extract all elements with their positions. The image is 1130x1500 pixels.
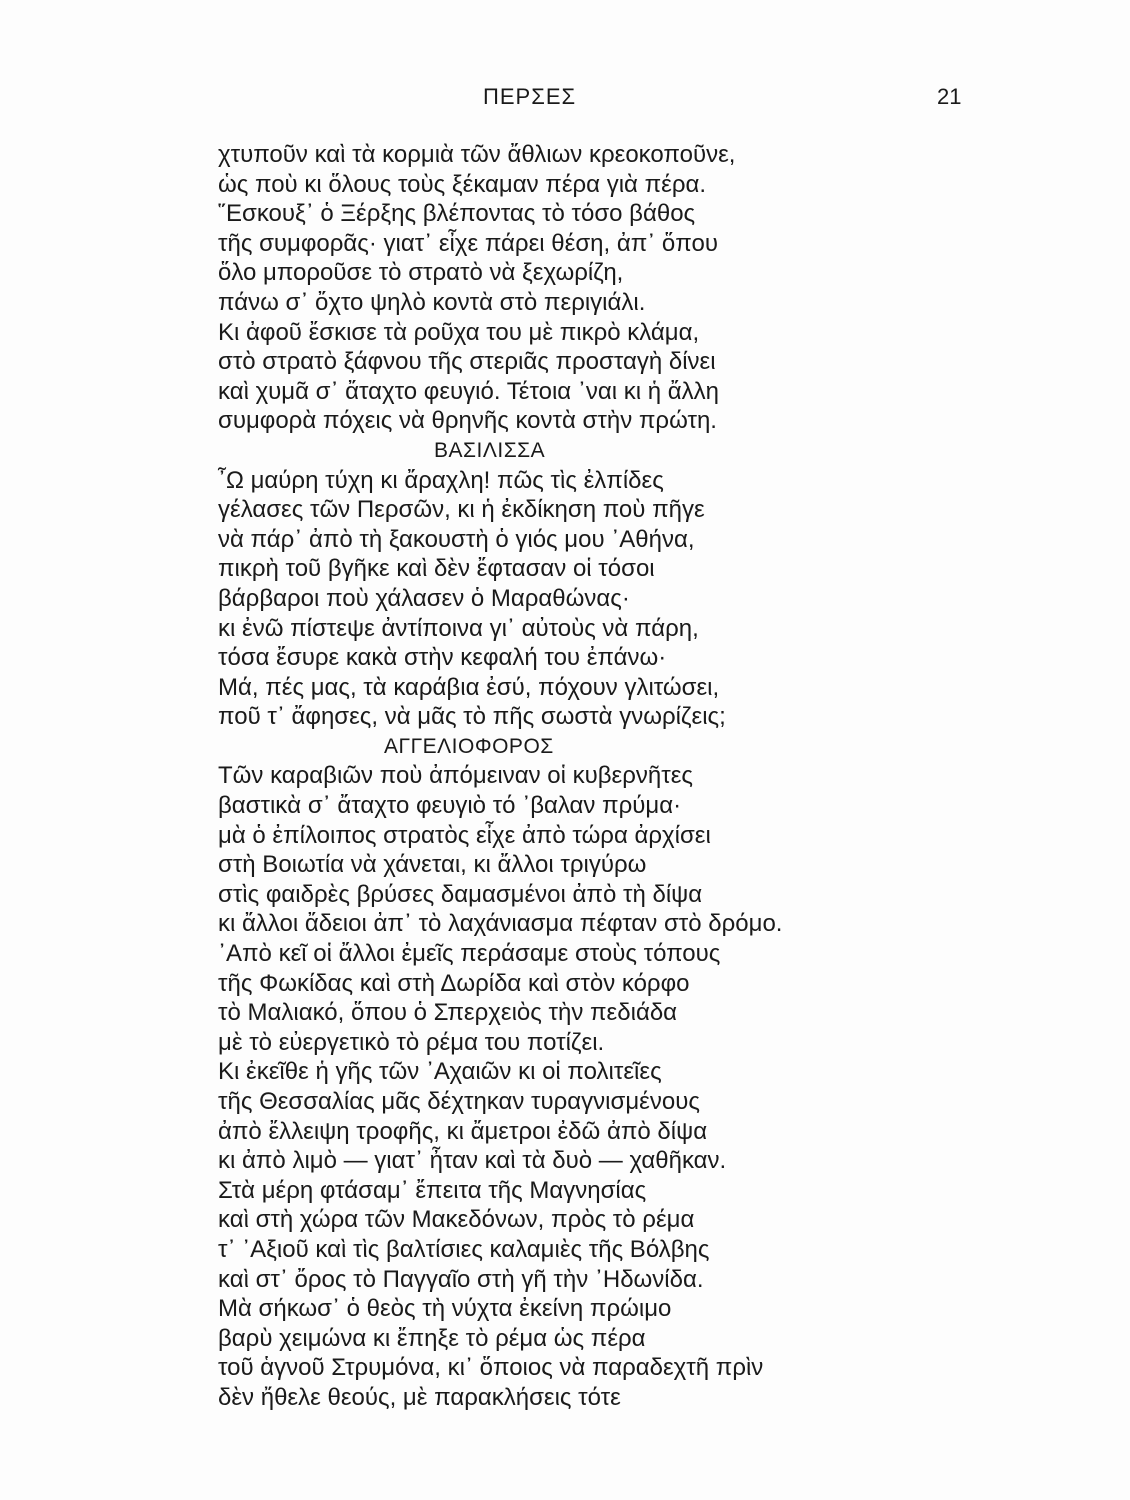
verse-line: νὰ πάρ᾽ ἀπὸ τὴ ξακουστὴ ὁ γιός μου ᾽Αθήνα,: [218, 525, 695, 553]
verse-line: συμφορὰ πόχεις νὰ θρηνῆς κοντὰ στὴν πρώτη.: [218, 407, 717, 435]
verse-line: ὅλο μποροῦσε τὸ στρατὸ νὰ ξεχωρίζη,: [218, 259, 624, 287]
verse-line: τῆς συμφορᾶς· γιατ᾽ εἶχε πάρει θέση, ἀπ᾽ ὅπου: [218, 229, 718, 257]
verse-line: μὲ τὸ εὐεργετικὸ τὸ ρέμα του ποτίζει.: [218, 1028, 605, 1056]
verse-line: γέλασες τῶν Περσῶν, κι ἡ ἐκδίκηση ποὺ πῆγε: [218, 496, 705, 524]
verse-line: Μά, πές μας, τὰ καράβια ἐσύ, πόχουν γλιτώσει,: [218, 673, 720, 701]
verse-line: κι ἄλλοι ἄδειοι ἀπ᾽ τὸ λαχάνιασμα πέφταν στὸ δρόμο.: [218, 910, 783, 938]
verse-line: χτυποῦν καὶ τὰ κορμιὰ τῶν ἄθλιων κρεοκοποῦνε,: [218, 141, 736, 168]
verse-line: ποῦ τ᾽ ἄφησες, νὰ μᾶς τὸ πῆς σωστὰ γνωρίζεις;: [218, 703, 726, 731]
verse-line: τόσα ἔσυρε κακὰ στὴν κεφαλή του ἐπάνω·: [218, 644, 667, 672]
verse-line: δὲν ἤθελε θεούς, μὲ παρακλήσεις τότε: [218, 1383, 621, 1411]
verse-line: στὸ στρατὸ ξάφνου τῆς στεριᾶς προσταγὴ δίνει: [218, 348, 716, 376]
verse-line: τῆς Θεσσαλίας μᾶς δέχτηκαν τυραγνισμένους: [218, 1088, 700, 1115]
verse-line: τὸ Μαλιακό, ὅπου ὁ Σπερχειὸς τὴν πεδιάδα: [218, 999, 678, 1027]
verse-line: πάνω σ᾽ ὄχτο ψηλὸ κοντὰ στὸ περιγιάλι.: [218, 288, 646, 316]
verse-line: Κι ἐκεῖθε ἡ γῆς τῶν ᾽Αχαιῶν κι οἱ πολιτεῖες: [218, 1058, 662, 1086]
verse-line: ἀπὸ ἔλλειψη τροφῆς, κι ἄμετροι ἐδῶ ἀπὸ δίψα: [218, 1117, 708, 1145]
verse-line: πικρὴ τοῦ βγῆκε καὶ δὲν ἔφτασαν οἱ τόσοι: [218, 555, 655, 583]
verse-passage: [218, 140, 878, 1413]
verse-line: καὶ στὴ χώρα τῶν Μακεδόνων, πρὸς τὸ ρέμα: [218, 1206, 695, 1234]
verse-line: ῏Ω μαύρη τύχη κι ἄραχλη! πῶς τὶς ἐλπίδες: [218, 466, 664, 494]
verse-line: τ᾽ ᾽Αξιοῦ καὶ τὶς βαλτίσιες καλαμιὲς τῆς Βόλβης: [218, 1235, 710, 1263]
speaker-heading: ΒΑΣΙΛΙΣΣΑ: [434, 438, 546, 462]
verse-line: τῆς Φωκίδας καὶ στὴ Δωρίδα καὶ στὸν κόρφο: [218, 969, 690, 997]
verse-line: ὡς ποὺ κι ὅλους τοὺς ξέκαμαν πέρα γιὰ πέρα.: [218, 170, 707, 198]
verse-line: ᾽Απὸ κεῖ οἱ ἄλλοι ἐμεῖς περάσαμε στοὺς τόπους: [218, 940, 721, 968]
verse-line: καὶ χυμᾶ σ᾽ ἄταχτο φευγιό. Τέτοια ᾽ναι κι ἡ ἄλλη: [218, 377, 719, 405]
verse-line: Κι ἀφοῦ ἔσκισε τὰ ροῦχα του μὲ πικρὸ κλάμα,: [218, 318, 700, 346]
verse-line: ῞Εσκουξ᾽ ὁ Ξέρξης βλέποντας τὸ τόσο βάθος: [218, 200, 696, 228]
verse-line: Μὰ σήκωσ᾽ ὁ θεὸς τὴ νύχτα ἐκείνη πρώιμο: [218, 1295, 672, 1323]
verse-line: κι ἀπὸ λιμὸ — γιατ᾽ ἦταν καὶ τὰ δυὸ — χαθῆκαν.: [218, 1147, 727, 1175]
verse-line: Στὰ μέρη φτάσαμ᾽ ἔπειτα τῆς Μαγνησίας: [218, 1176, 647, 1204]
running-head: [0, 84, 1130, 114]
verse-line: βαρὺ χειμώνα κι ἔπηξε τὸ ρέμα ὡς πέρα: [218, 1324, 646, 1352]
page-number: 21: [937, 84, 962, 109]
running-title: ΠΕΡΣΕΣ: [483, 84, 577, 109]
verse-line: τοῦ ἁγνοῦ Στρυμόνα, κι᾽ ὅποιος νὰ παραδεχτῆ πρὶν: [218, 1354, 764, 1382]
verse-line: Τῶν καραβιῶν ποὺ ἀπόμειναν οἱ κυβερνῆτες: [218, 762, 693, 790]
verse-line: βαστικὰ σ᾽ ἄταχτο φευγιὸ τό ᾽βαλαν πρύμα·: [218, 792, 682, 820]
verse-line: καὶ στ᾽ ὄρος τὸ Παγγαῖο στὴ γῆ τὴν ᾽Ηδωνίδα.: [218, 1265, 704, 1293]
verse-line: βάρβαροι ποὺ χάλασεν ὁ Μαραθώνας·: [218, 584, 630, 612]
verse-line: στὴ Βοιωτία νὰ χάνεται, κι ἄλλοι τριγύρω: [218, 851, 647, 879]
speaker-heading: ΑΓΓΕΛΙΟΦΟΡΟΣ: [384, 734, 554, 758]
verse-line: στὶς φαιδρὲς βρύσες δαμασμένοι ἀπὸ τὴ δίψα: [218, 880, 703, 908]
verse-line: κι ἐνῶ πίστεψε ἀντίποινα γι᾽ αὐτοὺς νὰ πάρη,: [218, 614, 699, 642]
verse-line: μὰ ὁ ἐπίλοιπος στρατὸς εἶχε ἀπὸ τώρα ἀρχίσει: [218, 821, 711, 849]
